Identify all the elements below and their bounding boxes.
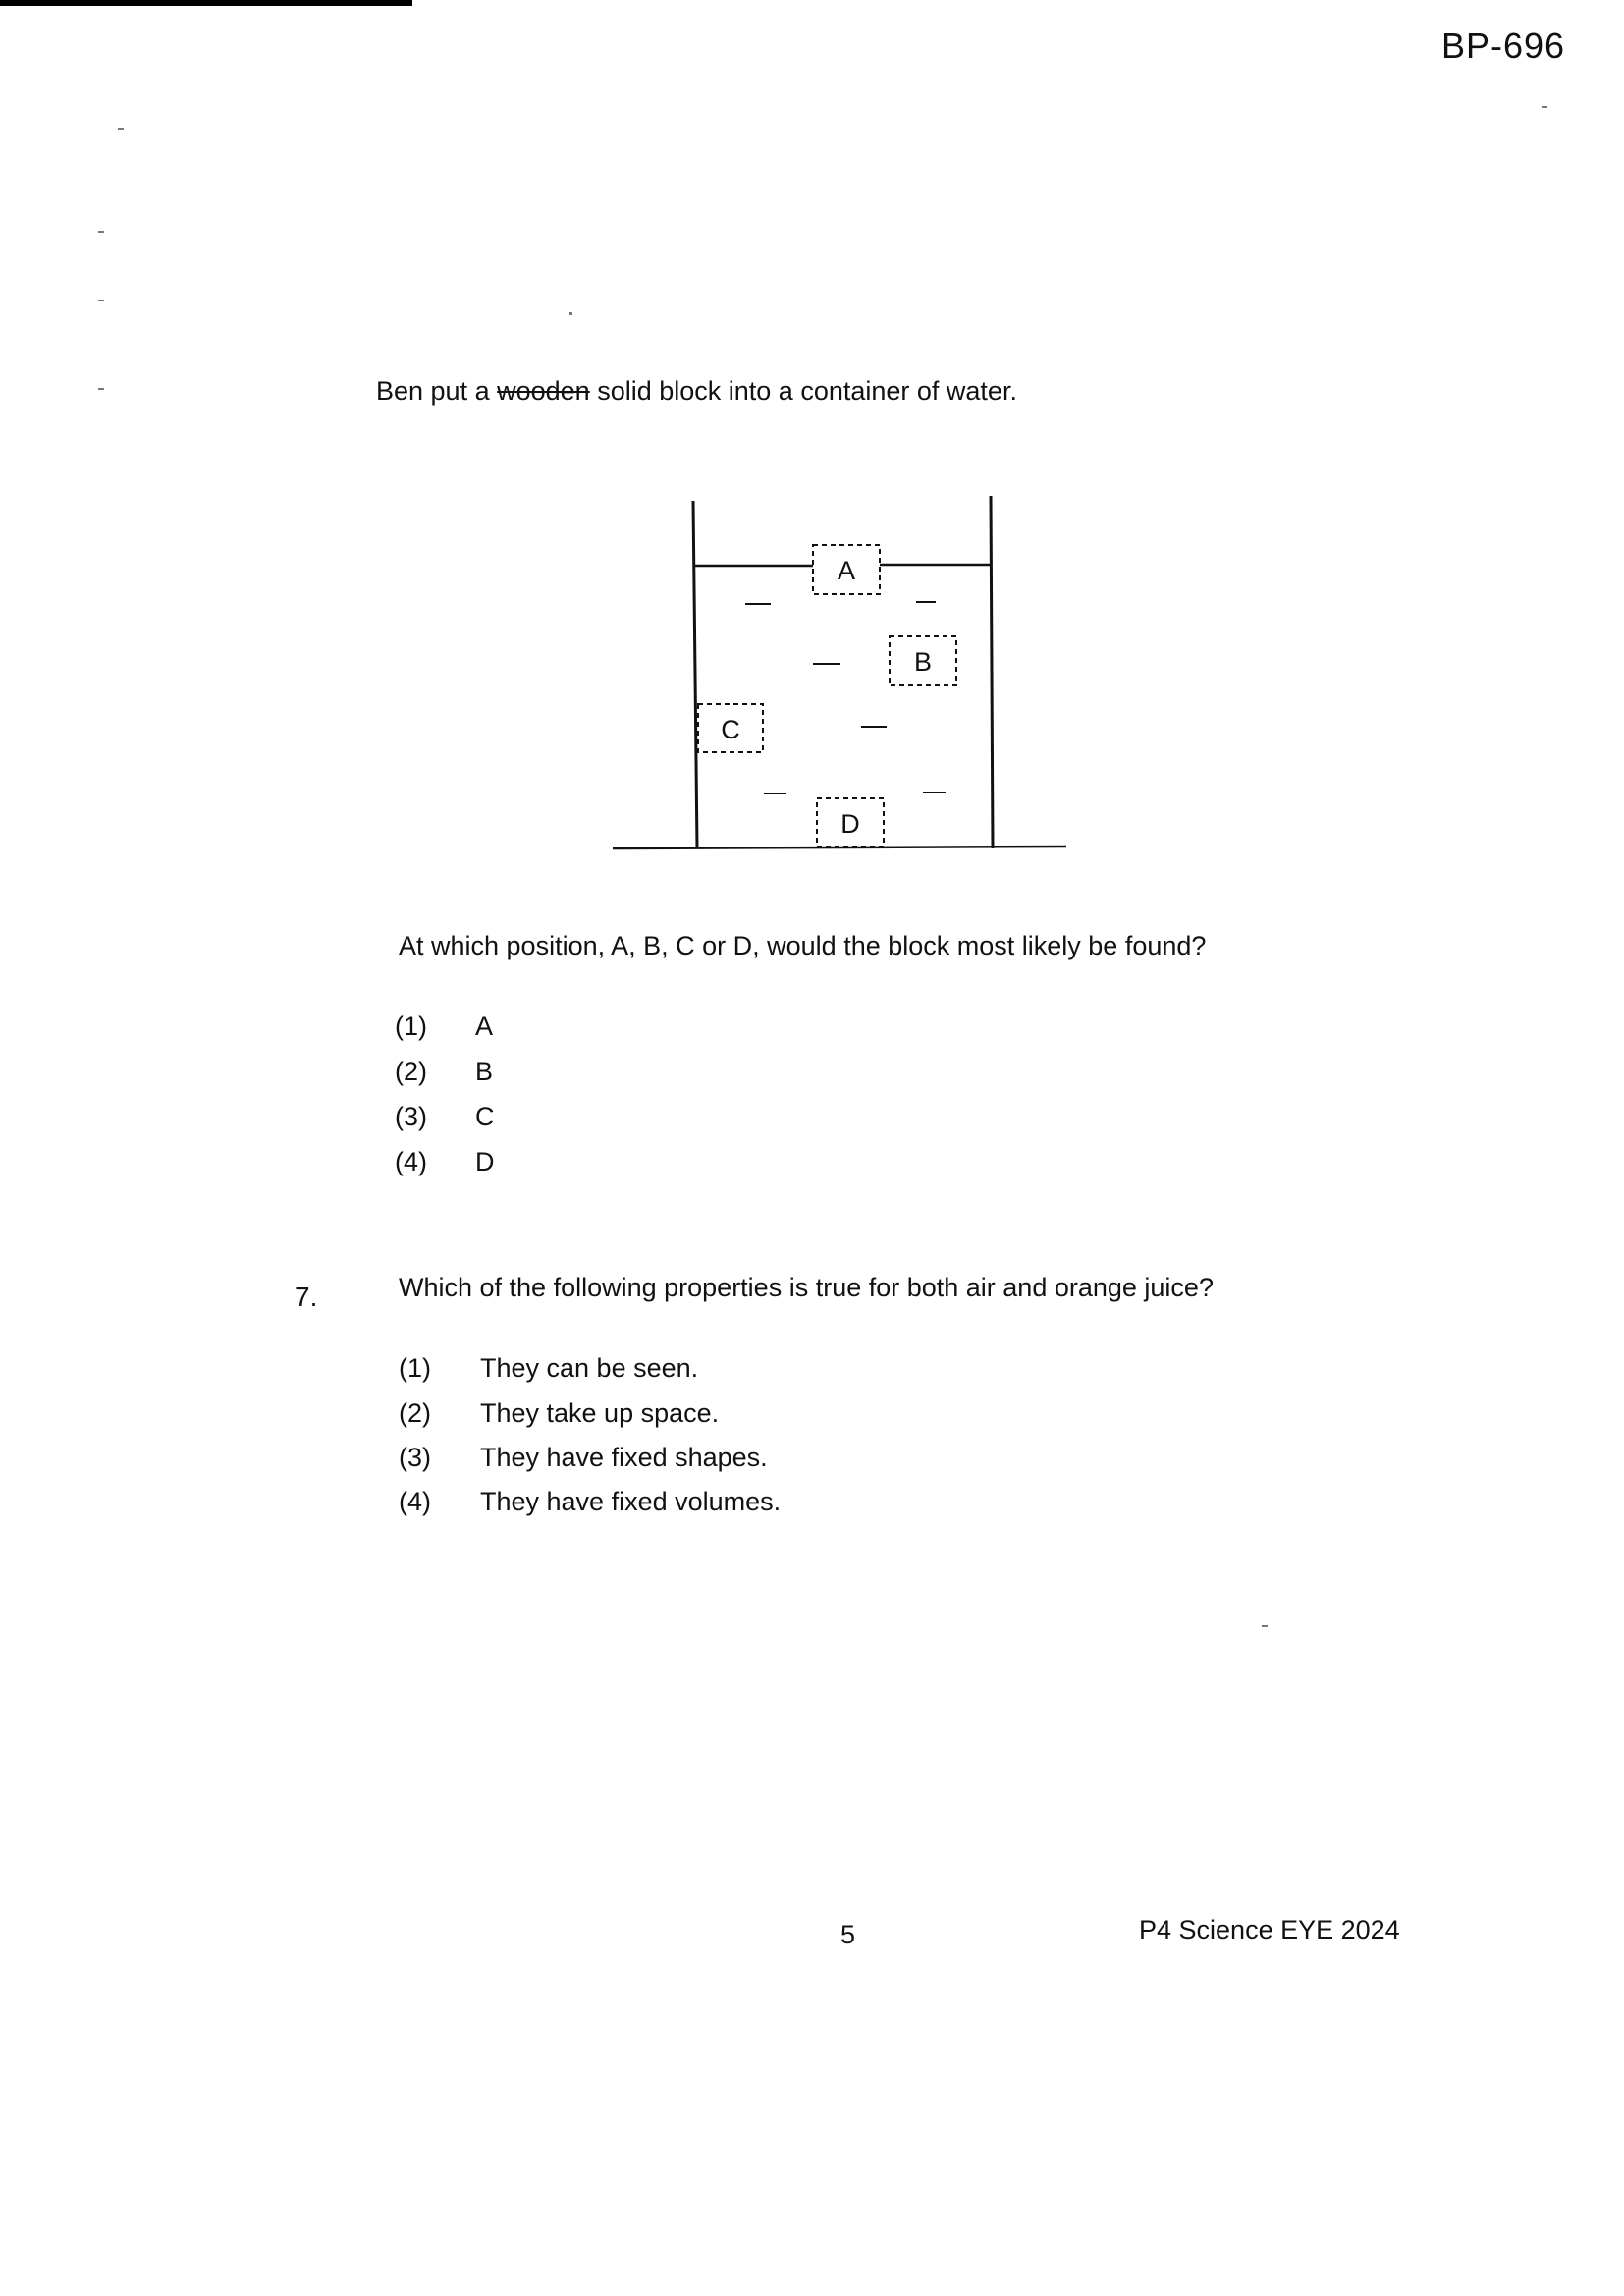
container-diagram bbox=[609, 491, 1070, 854]
q6-option-1-text: A bbox=[475, 1011, 494, 1041]
q6-option-3-text: C bbox=[475, 1102, 495, 1131]
q7-question: Which of the following properties is true for both air and orange juice? bbox=[399, 1273, 1214, 1302]
q7-option-2-text: They take up space. bbox=[480, 1398, 720, 1428]
label-a: A bbox=[837, 556, 856, 585]
container-right-wall bbox=[991, 496, 993, 848]
q7-option-2-number: (2) bbox=[399, 1398, 431, 1428]
q6-intro-end: solid block into a container of water. bbox=[589, 376, 1017, 406]
scan-speck bbox=[98, 300, 104, 301]
q6-option-2-text: B bbox=[475, 1057, 494, 1086]
q7-number: 7. bbox=[295, 1282, 318, 1312]
q6-option-4-number: (4) bbox=[395, 1147, 427, 1176]
q6-question: At which position, A, B, C or D, would the block most likely be found? bbox=[399, 931, 1207, 960]
q6-option-1-number: (1) bbox=[395, 1011, 427, 1041]
scan-speck bbox=[569, 312, 572, 315]
footer-exam-title: P4 Science EYE 2024 bbox=[1139, 1915, 1400, 1944]
label-d: D bbox=[840, 809, 860, 839]
q7-option-3-text: They have fixed shapes. bbox=[480, 1443, 768, 1472]
scan-speck bbox=[1262, 1625, 1268, 1627]
q7-option-1-number: (1) bbox=[399, 1353, 431, 1383]
scan-speck bbox=[98, 231, 104, 233]
top-edge-rule bbox=[0, 0, 412, 6]
label-c: C bbox=[721, 715, 740, 744]
q6-option-4-text: D bbox=[475, 1147, 495, 1176]
document-code: BP-696 bbox=[1441, 26, 1566, 66]
q6-option-3-number: (3) bbox=[395, 1102, 427, 1131]
q6-option-2-number: (2) bbox=[395, 1057, 427, 1086]
container-left-wall bbox=[693, 501, 697, 848]
q7-option-1-text: They can be seen. bbox=[480, 1353, 699, 1383]
q6-intro-start: Ben put a bbox=[376, 376, 498, 406]
page-number: 5 bbox=[840, 1920, 856, 1949]
scan-speck bbox=[1542, 106, 1547, 108]
water-dashes bbox=[745, 602, 946, 793]
q6-intro-struck-word: wooden bbox=[497, 376, 590, 406]
q7-option-4-text: They have fixed volumes. bbox=[480, 1487, 782, 1516]
q7-option-3-number: (3) bbox=[399, 1443, 431, 1472]
q6-intro bbox=[376, 378, 1017, 405]
scan-speck bbox=[98, 388, 104, 390]
q7-option-4-number: (4) bbox=[399, 1487, 431, 1516]
scan-speck bbox=[118, 128, 124, 130]
label-b: B bbox=[913, 647, 933, 677]
